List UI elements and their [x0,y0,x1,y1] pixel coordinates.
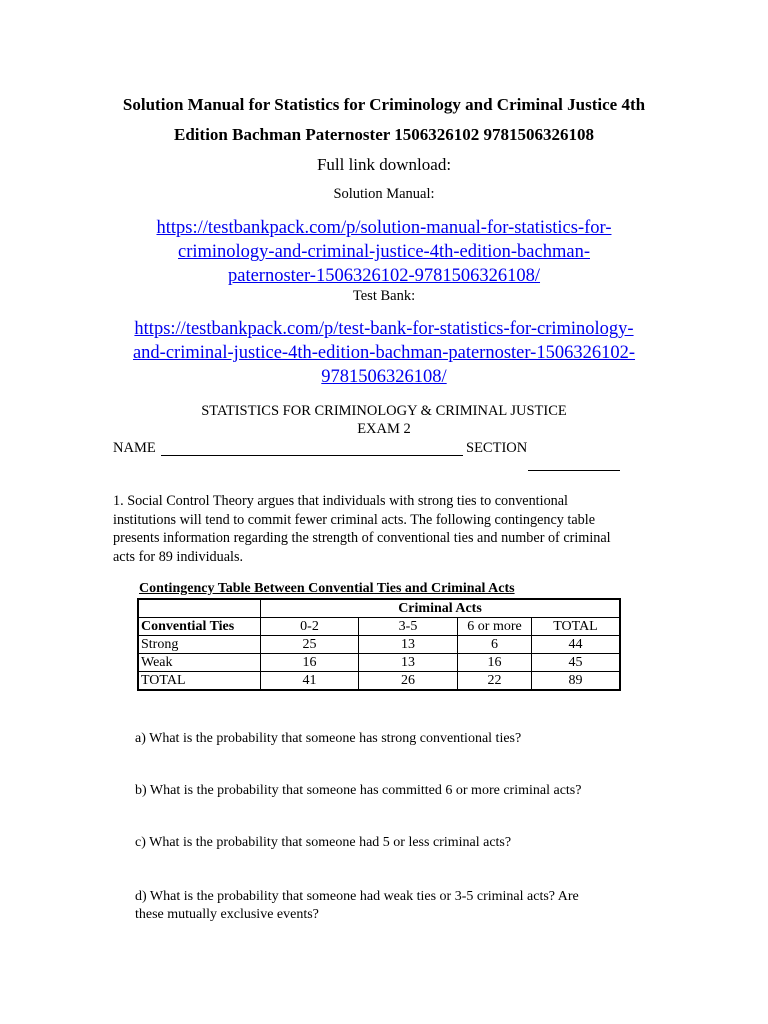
table-cell: 41 [261,672,359,691]
table-cell: 13 [359,636,458,654]
table-cell: 13 [359,654,458,672]
contingency-table [137,598,621,691]
question-1-line: presents information regarding the strength of conventional ties and number of criminal [113,530,611,546]
table-cell: 45 [532,654,621,672]
table-cell: 22 [458,672,532,691]
table-row [138,654,620,672]
test-bank-link[interactable] [80,317,688,389]
question-d [135,888,655,924]
column-header: 0-2 [261,618,359,636]
testbank-url-line-3: 9781506326108/ [321,367,447,387]
full-link-label: Full link download: [316,155,452,174]
solution-manual-link[interactable] [90,216,678,288]
name-blank-line[interactable] [161,455,463,456]
criminal-acts-header: Criminal Acts [261,599,621,618]
table-group-header-row [138,599,620,618]
question-a: a) What is the probability that someone has strong conventional ties? [135,731,522,746]
question-d-line-2: these mutually exclusive events? [135,907,319,922]
question-1-line: acts for 89 individuals. [113,548,244,565]
test-bank-label: Test Bank: [352,288,416,304]
table-cell: 16 [261,654,359,672]
table-caption: Contingency Table Between Convential Ties and Criminal Acts [139,581,515,596]
table-cell: 16 [458,654,532,672]
testbank-url-line-2: and-criminal-justice-4th-edition-bachman-paternoster-1506326102- [132,343,636,363]
solution-url-line-3: paternoster-1506326102-9781506326108/ [227,266,541,286]
row-label: Weak [138,654,261,672]
question-1-text [113,492,658,566]
table-cell: 89 [532,672,621,691]
exam-heading: STATISTICS FOR CRIMINOLOGY & CRIMINAL JUSTICE [201,403,567,419]
exam-subheading: EXAM 2 [357,421,411,437]
question-1-line: institutions will tend to commit fewer criminal acts. The following contingency table [113,511,596,528]
question-b: b) What is the probability that someone has committed 6 or more criminal acts? [135,783,582,798]
question-1-line: 1. Social Control Theory argues that individuals with strong ties to conventional [113,493,568,509]
table-cell: 25 [261,636,359,654]
testbank-url-line-1: https://testbankpack.com/p/test-bank-for-statistics-for-criminology- [134,319,634,339]
table-column-header-row [138,618,620,636]
question-c: c) What is the probability that someone had 5 or less criminal acts? [135,835,512,850]
row-label: TOTAL [138,672,261,691]
table-row [138,636,620,654]
solution-url-line-1: https://testbankpack.com/p/solution-manual-for-statistics-for- [156,218,612,238]
convential-ties-header: Convential Ties [138,618,261,636]
table-cell: 44 [532,636,621,654]
document-title-line-1: Solution Manual for Statistics for Criminology and Criminal Justice 4th [122,95,646,114]
table-corner-cell [138,599,261,618]
document-title-line-2: Edition Bachman Paternoster 1506326102 9781506326108 [174,125,594,144]
question-d-line-1: d) What is the probability that someone had weak ties or 3-5 criminal acts? Are [135,889,579,904]
column-header: 3-5 [359,618,458,636]
name-label: NAME [113,440,156,456]
table-cell: 26 [359,672,458,691]
solution-url-line-2: criminology-and-criminal-justice-4th-edition-bachman- [178,242,590,262]
section-label: SECTION [466,440,528,456]
solution-manual-label: Solution Manual: [333,186,435,202]
column-header: 6 or more [458,618,532,636]
section-blank-line[interactable] [528,470,620,471]
table-cell: 6 [458,636,532,654]
table-row [138,672,620,691]
row-label: Strong [138,636,261,654]
column-header: TOTAL [532,618,621,636]
